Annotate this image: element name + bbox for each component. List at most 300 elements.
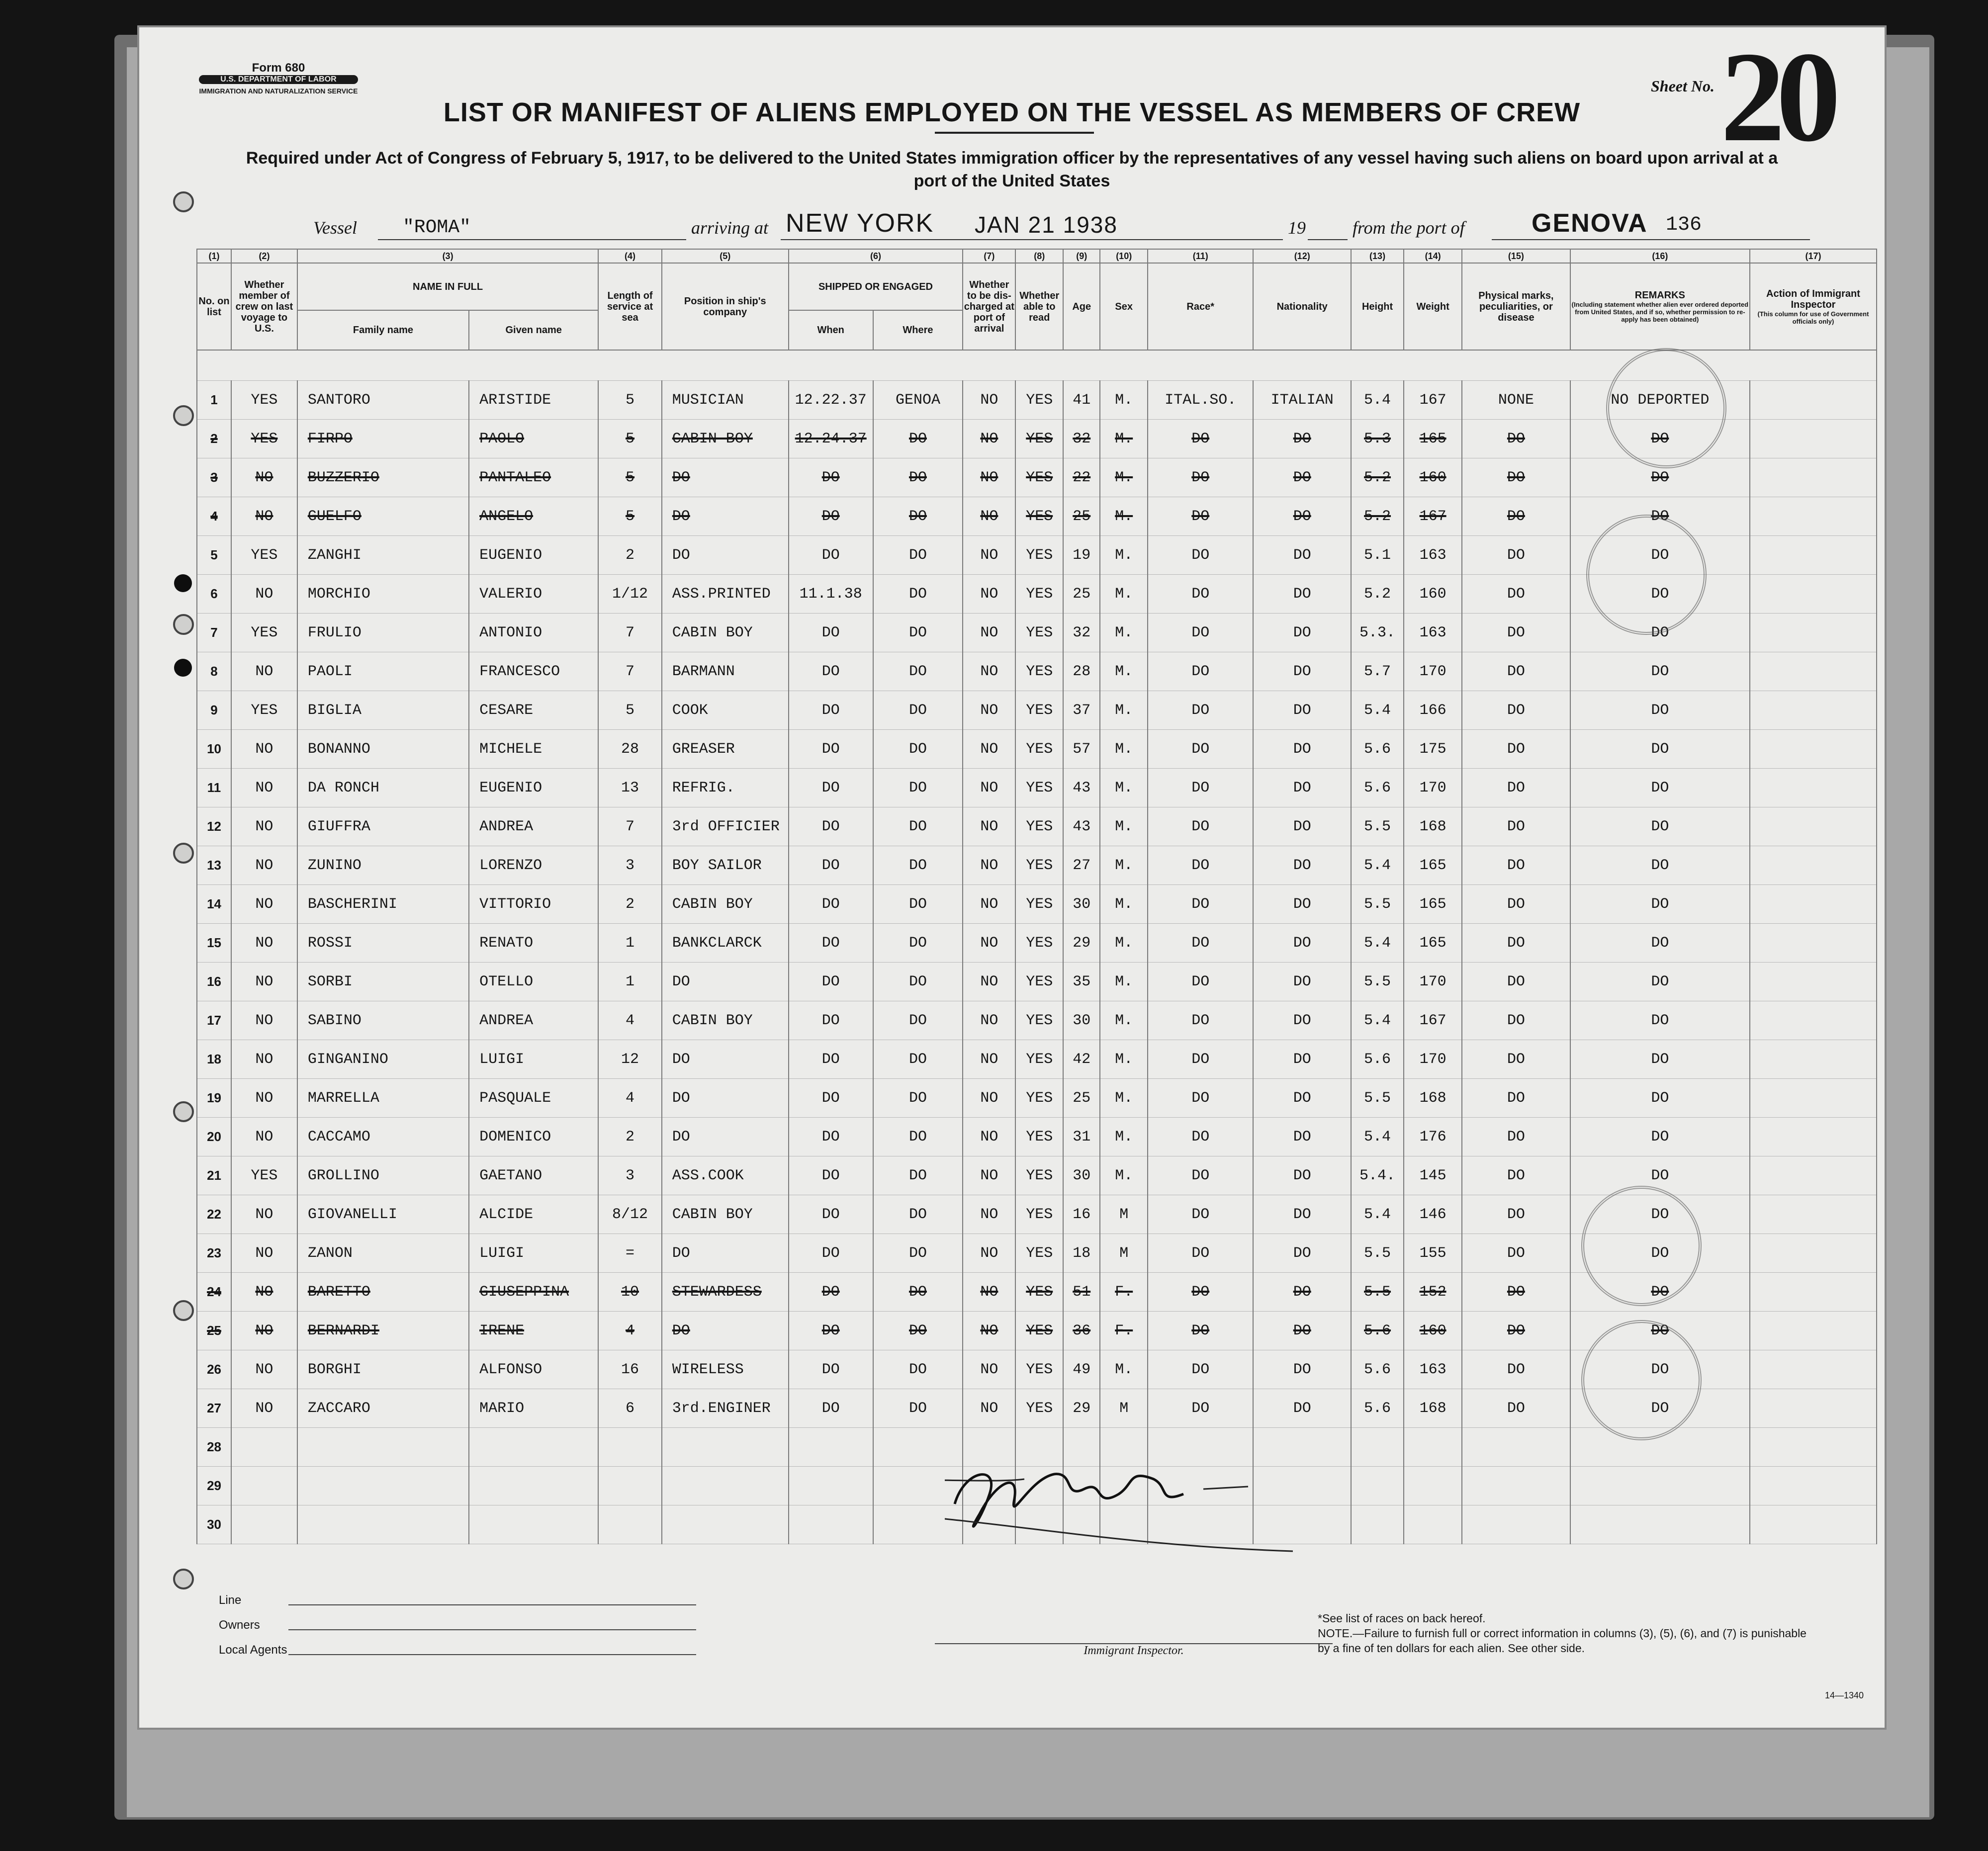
age-cell: 31 (1063, 1118, 1100, 1156)
given-name-cell: LUIGI (469, 1234, 598, 1273)
race-cell: DO (1148, 1040, 1253, 1079)
row-number-cell: 21 (197, 1156, 231, 1195)
remarks-cell: DO (1570, 1195, 1750, 1234)
height-cell: 5.4 (1351, 924, 1404, 963)
table-row (197, 458, 1877, 497)
physical-marks-cell: DO (1462, 1079, 1570, 1118)
weight-cell: 167 (1404, 381, 1462, 420)
service-length-cell: 1 (598, 924, 661, 963)
given-name-cell: ANDREA (469, 807, 598, 846)
prev-voyage-cell (231, 1467, 297, 1505)
sex-cell: M. (1100, 458, 1148, 497)
shipped-when-cell: DO (789, 807, 873, 846)
remarks-cell: DO (1570, 420, 1750, 458)
given-name-cell: GIUSEPPINA (469, 1273, 598, 1312)
shipped-when-cell: DO (789, 1312, 873, 1350)
inspector-action-cell (1750, 1195, 1877, 1234)
prev-voyage-cell: NO (231, 1118, 297, 1156)
weight-cell: 167 (1404, 497, 1462, 536)
family-name-cell: GINGANINO (297, 1040, 469, 1079)
race-cell: DO (1148, 1389, 1253, 1428)
nationality-cell: DO (1253, 614, 1351, 652)
weight-cell: 167 (1404, 1001, 1462, 1040)
weight-cell: 163 (1404, 1350, 1462, 1389)
service-length-cell: 16 (598, 1350, 661, 1389)
physical-marks-cell: DO (1462, 885, 1570, 924)
inspector-action-cell (1750, 1118, 1877, 1156)
sex-cell: M. (1100, 691, 1148, 730)
row-number-cell: 5 (197, 536, 231, 575)
family-name-cell: ROSSI (297, 924, 469, 963)
header-length: Length of service at sea (598, 263, 661, 350)
table-row (197, 652, 1877, 691)
shipped-where-cell: DO (873, 846, 963, 885)
age-cell: 16 (1063, 1195, 1100, 1234)
family-name-cell: SABINO (297, 1001, 469, 1040)
given-name-cell: ALCIDE (469, 1195, 598, 1234)
remarks-title: REMARKS (1634, 290, 1685, 301)
inspector-action-cell (1750, 614, 1877, 652)
remarks-note: (Including statement whether alien ever ordered deported from United States, and if so, whether permission to re-apply has been obtained) (1571, 301, 1749, 323)
age-cell: 32 (1063, 614, 1100, 652)
discharged-cell: NO (963, 652, 1015, 691)
prev-voyage-cell: NO (231, 846, 297, 885)
binder-hole (173, 1569, 194, 1589)
service-length-cell: 2 (598, 536, 661, 575)
race-cell: DO (1148, 536, 1253, 575)
position-cell: GREASER (662, 730, 789, 769)
manifest-page (139, 27, 1885, 1728)
given-name-cell: ANDREA (469, 1001, 598, 1040)
physical-marks-cell: DO (1462, 536, 1570, 575)
able-to-read-cell: YES (1015, 1040, 1063, 1079)
age-cell: 35 (1063, 963, 1100, 1001)
service-length-cell: 5 (598, 381, 661, 420)
given-name-cell: LORENZO (469, 846, 598, 885)
discharged-cell: NO (963, 769, 1015, 807)
service-length-cell: 4 (598, 1001, 661, 1040)
inspector-signature (945, 1459, 1442, 1559)
inspector-action-cell (1750, 420, 1877, 458)
given-name-cell: CESARE (469, 691, 598, 730)
race-cell: DO (1148, 730, 1253, 769)
binder-hole (173, 843, 194, 864)
age-cell: 25 (1063, 1079, 1100, 1118)
remarks-cell: DO (1570, 458, 1750, 497)
age-cell: 41 (1063, 381, 1100, 420)
family-name-cell: BUZZERIO (297, 458, 469, 497)
shipped-where-cell: DO (873, 420, 963, 458)
race-cell: DO (1148, 652, 1253, 691)
header-discharged: Whether to be dis-charged at port of arrival (963, 263, 1015, 350)
remarks-cell: DO (1570, 846, 1750, 885)
race-cell: DO (1148, 1001, 1253, 1040)
prev-voyage-cell: YES (231, 1156, 297, 1195)
service-length-cell: 6 (598, 1389, 661, 1428)
sex-cell: F. (1100, 1312, 1148, 1350)
able-to-read-cell: YES (1015, 691, 1063, 730)
physical-marks-cell: DO (1462, 1273, 1570, 1312)
table-row (197, 1118, 1877, 1156)
row-number-cell: 3 (197, 458, 231, 497)
page-reference: 136 (1666, 214, 1702, 236)
shipped-when-cell: DO (789, 614, 873, 652)
prev-voyage-cell: NO (231, 575, 297, 614)
given-name-cell: MICHELE (469, 730, 598, 769)
weight-cell: 145 (1404, 1156, 1462, 1195)
nationality-cell: DO (1253, 497, 1351, 536)
height-cell: 5.4. (1351, 1156, 1404, 1195)
discharged-cell: NO (963, 1312, 1015, 1350)
nationality-cell: DO (1253, 1273, 1351, 1312)
race-cell: DO (1148, 1156, 1253, 1195)
given-name-cell: ANTONIO (469, 614, 598, 652)
height-cell: 5.6 (1351, 1389, 1404, 1428)
position-cell: 3rd OFFICIER (662, 807, 789, 846)
binder-hole (173, 614, 194, 635)
shipped-when-cell: DO (789, 691, 873, 730)
age-cell: 36 (1063, 1312, 1100, 1350)
header-physical: Physical marks, peculiarities, or disease (1462, 263, 1570, 350)
prev-voyage-cell: NO (231, 1234, 297, 1273)
table-row (197, 769, 1877, 807)
age-cell: 18 (1063, 1234, 1100, 1273)
race-cell: DO (1148, 1312, 1253, 1350)
race-cell: DO (1148, 458, 1253, 497)
discharged-cell: NO (963, 885, 1015, 924)
given-name-cell: VITTORIO (469, 885, 598, 924)
discharged-cell: NO (963, 497, 1015, 536)
local-agents-label: Local Agents (219, 1643, 287, 1657)
line-label: Line (219, 1593, 242, 1607)
sex-cell: M. (1100, 575, 1148, 614)
height-cell: 5.6 (1351, 730, 1404, 769)
physical-marks-cell: DO (1462, 1156, 1570, 1195)
sex-cell: M. (1100, 497, 1148, 536)
height-cell: 5.2 (1351, 575, 1404, 614)
physical-marks-cell: DO (1462, 846, 1570, 885)
header-given-name: Given name (469, 310, 598, 350)
given-name-cell: LUIGI (469, 1040, 598, 1079)
header-age: Age (1063, 263, 1100, 350)
physical-marks-cell: DO (1462, 420, 1570, 458)
height-cell: 5.2 (1351, 497, 1404, 536)
row-number-cell: 18 (197, 1040, 231, 1079)
discharged-cell: NO (963, 381, 1015, 420)
sex-cell: M. (1100, 652, 1148, 691)
position-cell: DO (662, 1079, 789, 1118)
position-cell (662, 1428, 789, 1467)
penalty-note: NOTE.—Failure to furnish full or correct information in columns (3), (5), (6), and (7) is punishable by a fine of ten dollars for each alien. See other side. (1318, 1627, 1807, 1655)
sex-cell: M. (1100, 536, 1148, 575)
shipped-when-cell: DO (789, 769, 873, 807)
given-name-cell: MARIO (469, 1389, 598, 1428)
arriving-label: arriving at (691, 218, 769, 238)
weight-cell: 170 (1404, 963, 1462, 1001)
height-cell: 5.5 (1351, 807, 1404, 846)
weight-cell: 146 (1404, 1195, 1462, 1234)
position-cell: WIRELESS (662, 1350, 789, 1389)
family-name-cell: SORBI (297, 963, 469, 1001)
given-name-cell (469, 1428, 598, 1467)
height-cell: 5.4 (1351, 1001, 1404, 1040)
given-name-cell: OTELLO (469, 963, 598, 1001)
age-cell: 49 (1063, 1350, 1100, 1389)
header-weight: Weight (1404, 263, 1462, 350)
sex-cell: M. (1100, 1156, 1148, 1195)
position-cell: DO (662, 458, 789, 497)
given-name-cell: DOMENICO (469, 1118, 598, 1156)
nationality-cell: DO (1253, 691, 1351, 730)
able-to-read-cell: YES (1015, 1234, 1063, 1273)
row-number-cell: 22 (197, 1195, 231, 1234)
service-label: IMMIGRATION AND NATURALIZATION SERVICE (199, 87, 358, 95)
family-name-cell: ZUNINO (297, 846, 469, 885)
position-cell: 3rd.ENGINER (662, 1389, 789, 1428)
position-cell: CABIN BOY (662, 1195, 789, 1234)
remarks-cell (1570, 1505, 1750, 1544)
shipped-when-cell (789, 1428, 873, 1467)
row-number-cell: 7 (197, 614, 231, 652)
shipped-where-cell: DO (873, 1350, 963, 1389)
position-cell: DO (662, 497, 789, 536)
able-to-read-cell: YES (1015, 1001, 1063, 1040)
position-cell: MUSICIAN (662, 381, 789, 420)
able-to-read-cell: YES (1015, 1079, 1063, 1118)
position-cell: CABIN BOY (662, 885, 789, 924)
height-cell: 5.4 (1351, 1195, 1404, 1234)
race-cell: DO (1148, 1195, 1253, 1234)
age-cell: 37 (1063, 691, 1100, 730)
shipped-where-cell: DO (873, 614, 963, 652)
physical-marks-cell: DO (1462, 497, 1570, 536)
vessel-name: "ROMA" (403, 217, 471, 238)
position-cell: CABIN BOY (662, 614, 789, 652)
inspector-action-cell (1750, 575, 1877, 614)
age-cell: 28 (1063, 652, 1100, 691)
remarks-cell: DO (1570, 497, 1750, 536)
race-cell: DO (1148, 885, 1253, 924)
race-cell: DO (1148, 1273, 1253, 1312)
age-cell: 30 (1063, 885, 1100, 924)
race-cell: DO (1148, 1350, 1253, 1389)
height-cell: 5.6 (1351, 769, 1404, 807)
able-to-read-cell: YES (1015, 420, 1063, 458)
discharged-cell: NO (963, 458, 1015, 497)
age-cell: 51 (1063, 1273, 1100, 1312)
shipped-when-cell: DO (789, 1040, 873, 1079)
row-number-cell: 15 (197, 924, 231, 963)
family-name-cell: BERNARDI (297, 1312, 469, 1350)
binder-hole (174, 659, 192, 677)
physical-marks-cell: DO (1462, 1234, 1570, 1273)
age-cell: 19 (1063, 536, 1100, 575)
service-length-cell: 8/12 (598, 1195, 661, 1234)
prev-voyage-cell: YES (231, 614, 297, 652)
physical-marks-cell: DO (1462, 458, 1570, 497)
weight-cell: 175 (1404, 730, 1462, 769)
position-cell: BANKCLARCK (662, 924, 789, 963)
table-row (197, 1040, 1877, 1079)
position-cell: DO (662, 1118, 789, 1156)
nationality-cell: DO (1253, 963, 1351, 1001)
race-cell: DO (1148, 497, 1253, 536)
shipped-where-cell: DO (873, 1118, 963, 1156)
discharged-cell: NO (963, 1001, 1015, 1040)
form-number-block (199, 62, 358, 97)
height-cell: 5.5 (1351, 885, 1404, 924)
given-name-cell: IRENE (469, 1312, 598, 1350)
remarks-cell (1570, 1467, 1750, 1505)
prev-voyage-cell: NO (231, 1312, 297, 1350)
nationality-cell: DO (1253, 652, 1351, 691)
prev-voyage-cell: NO (231, 652, 297, 691)
discharged-cell: NO (963, 614, 1015, 652)
race-cell: DO (1148, 614, 1253, 652)
action-title: Action of Immigrant Inspector (1766, 288, 1860, 310)
shipped-where-cell: DO (873, 963, 963, 1001)
shipped-where-cell: DO (873, 652, 963, 691)
inspector-action-cell (1750, 497, 1877, 536)
table-row (197, 885, 1877, 924)
table-row (197, 807, 1877, 846)
race-cell: DO (1148, 420, 1253, 458)
remarks-cell: DO (1570, 1234, 1750, 1273)
shipped-when-cell: DO (789, 458, 873, 497)
remarks-cell: DO (1570, 769, 1750, 807)
header-race: Race* (1148, 263, 1253, 350)
shipped-where-cell: DO (873, 1389, 963, 1428)
age-cell: 43 (1063, 807, 1100, 846)
inspector-action-cell (1750, 1001, 1877, 1040)
service-length-cell: 1/12 (598, 575, 661, 614)
weight-cell: 165 (1404, 924, 1462, 963)
physical-marks-cell: DO (1462, 691, 1570, 730)
nationality-cell: DO (1253, 1040, 1351, 1079)
race-cell: DO (1148, 963, 1253, 1001)
footnotes (1318, 1611, 1815, 1656)
age-cell: 32 (1063, 420, 1100, 458)
height-cell: 5.6 (1351, 1312, 1404, 1350)
race-footnote: *See list of races on back hereof. (1318, 1612, 1486, 1625)
sex-cell: M. (1100, 614, 1148, 652)
given-name-cell: VALERIO (469, 575, 598, 614)
given-name-cell: PAOLO (469, 420, 598, 458)
able-to-read-cell: YES (1015, 924, 1063, 963)
row-number-cell: 27 (197, 1389, 231, 1428)
header-remarks (1570, 263, 1750, 350)
remarks-cell: DO (1570, 536, 1750, 575)
shipped-when-cell: DO (789, 1195, 873, 1234)
family-name-cell: FRULIO (297, 614, 469, 652)
shipped-where-cell: DO (873, 885, 963, 924)
shipped-when-cell: DO (789, 1350, 873, 1389)
family-name-cell: GIOVANELLI (297, 1195, 469, 1234)
able-to-read-cell: YES (1015, 807, 1063, 846)
weight-cell: 168 (1404, 1079, 1462, 1118)
from-port-label: from the port of (1353, 218, 1465, 238)
prev-voyage-cell: NO (231, 1389, 297, 1428)
nationality-cell: DO (1253, 1350, 1351, 1389)
inspector-action-cell (1750, 1467, 1877, 1505)
shipped-where-cell: DO (873, 807, 963, 846)
shipped-where-cell: DO (873, 1156, 963, 1195)
given-name-cell (469, 1505, 598, 1544)
able-to-read-cell: YES (1015, 1273, 1063, 1312)
service-length-cell: 7 (598, 652, 661, 691)
given-name-cell: FRANCESCO (469, 652, 598, 691)
row-number-cell: 17 (197, 1001, 231, 1040)
height-cell: 5.4 (1351, 846, 1404, 885)
column-number-row: (1) (2) (3) (4) (5) (6) (7) (8) (9) (10) (11) (12) (13) (14) (15) (16) (17) (197, 249, 1877, 263)
discharged-cell: NO (963, 1195, 1015, 1234)
nationality-cell: DO (1253, 1156, 1351, 1195)
shipped-where-cell: DO (873, 458, 963, 497)
discharged-cell: NO (963, 1040, 1015, 1079)
given-name-cell: RENATO (469, 924, 598, 963)
position-cell (662, 1467, 789, 1505)
sex-cell: M. (1100, 1001, 1148, 1040)
service-length-cell: 3 (598, 1156, 661, 1195)
family-name-cell: BONANNO (297, 730, 469, 769)
remarks-cell: DO (1570, 1118, 1750, 1156)
able-to-read-cell: YES (1015, 614, 1063, 652)
shipped-where-cell: DO (873, 1234, 963, 1273)
family-name-cell: ZANGHI (297, 536, 469, 575)
inspector-action-cell (1750, 924, 1877, 963)
prev-voyage-cell: NO (231, 1040, 297, 1079)
nationality-cell: DO (1253, 730, 1351, 769)
sex-cell: M. (1100, 963, 1148, 1001)
nationality-cell: DO (1253, 458, 1351, 497)
shipped-when-cell (789, 1505, 873, 1544)
nationality-cell: DO (1253, 1234, 1351, 1273)
family-name-cell: BIGLIA (297, 691, 469, 730)
service-length-cell: 4 (598, 1312, 661, 1350)
sex-cell: M. (1100, 885, 1148, 924)
weight-cell: 176 (1404, 1118, 1462, 1156)
height-cell: 5.6 (1351, 1350, 1404, 1389)
position-cell: DO (662, 963, 789, 1001)
position-cell (662, 1505, 789, 1544)
row-number-cell: 26 (197, 1350, 231, 1389)
weight-cell: 160 (1404, 458, 1462, 497)
inspector-action-cell (1750, 963, 1877, 1001)
nationality-cell: DO (1253, 924, 1351, 963)
family-name-cell (297, 1505, 469, 1544)
prev-voyage-cell: YES (231, 381, 297, 420)
shipped-when-cell: DO (789, 924, 873, 963)
given-name-cell: PANTALEO (469, 458, 598, 497)
race-cell: DO (1148, 807, 1253, 846)
shipped-when-cell: DO (789, 730, 873, 769)
discharged-cell: NO (963, 963, 1015, 1001)
physical-marks-cell (1462, 1428, 1570, 1467)
given-name-cell: EUGENIO (469, 536, 598, 575)
remarks-cell: DO (1570, 691, 1750, 730)
family-name-cell: PAOLI (297, 652, 469, 691)
able-to-read-cell: YES (1015, 575, 1063, 614)
prev-voyage-cell: NO (231, 885, 297, 924)
weight-cell: 165 (1404, 846, 1462, 885)
sex-cell: M. (1100, 846, 1148, 885)
shipped-where-cell: DO (873, 1273, 963, 1312)
remarks-cell: DO (1570, 1350, 1750, 1389)
race-cell: DO (1148, 1234, 1253, 1273)
race-cell: DO (1148, 1079, 1253, 1118)
shipped-when-cell: DO (789, 1079, 873, 1118)
physical-marks-cell: DO (1462, 807, 1570, 846)
